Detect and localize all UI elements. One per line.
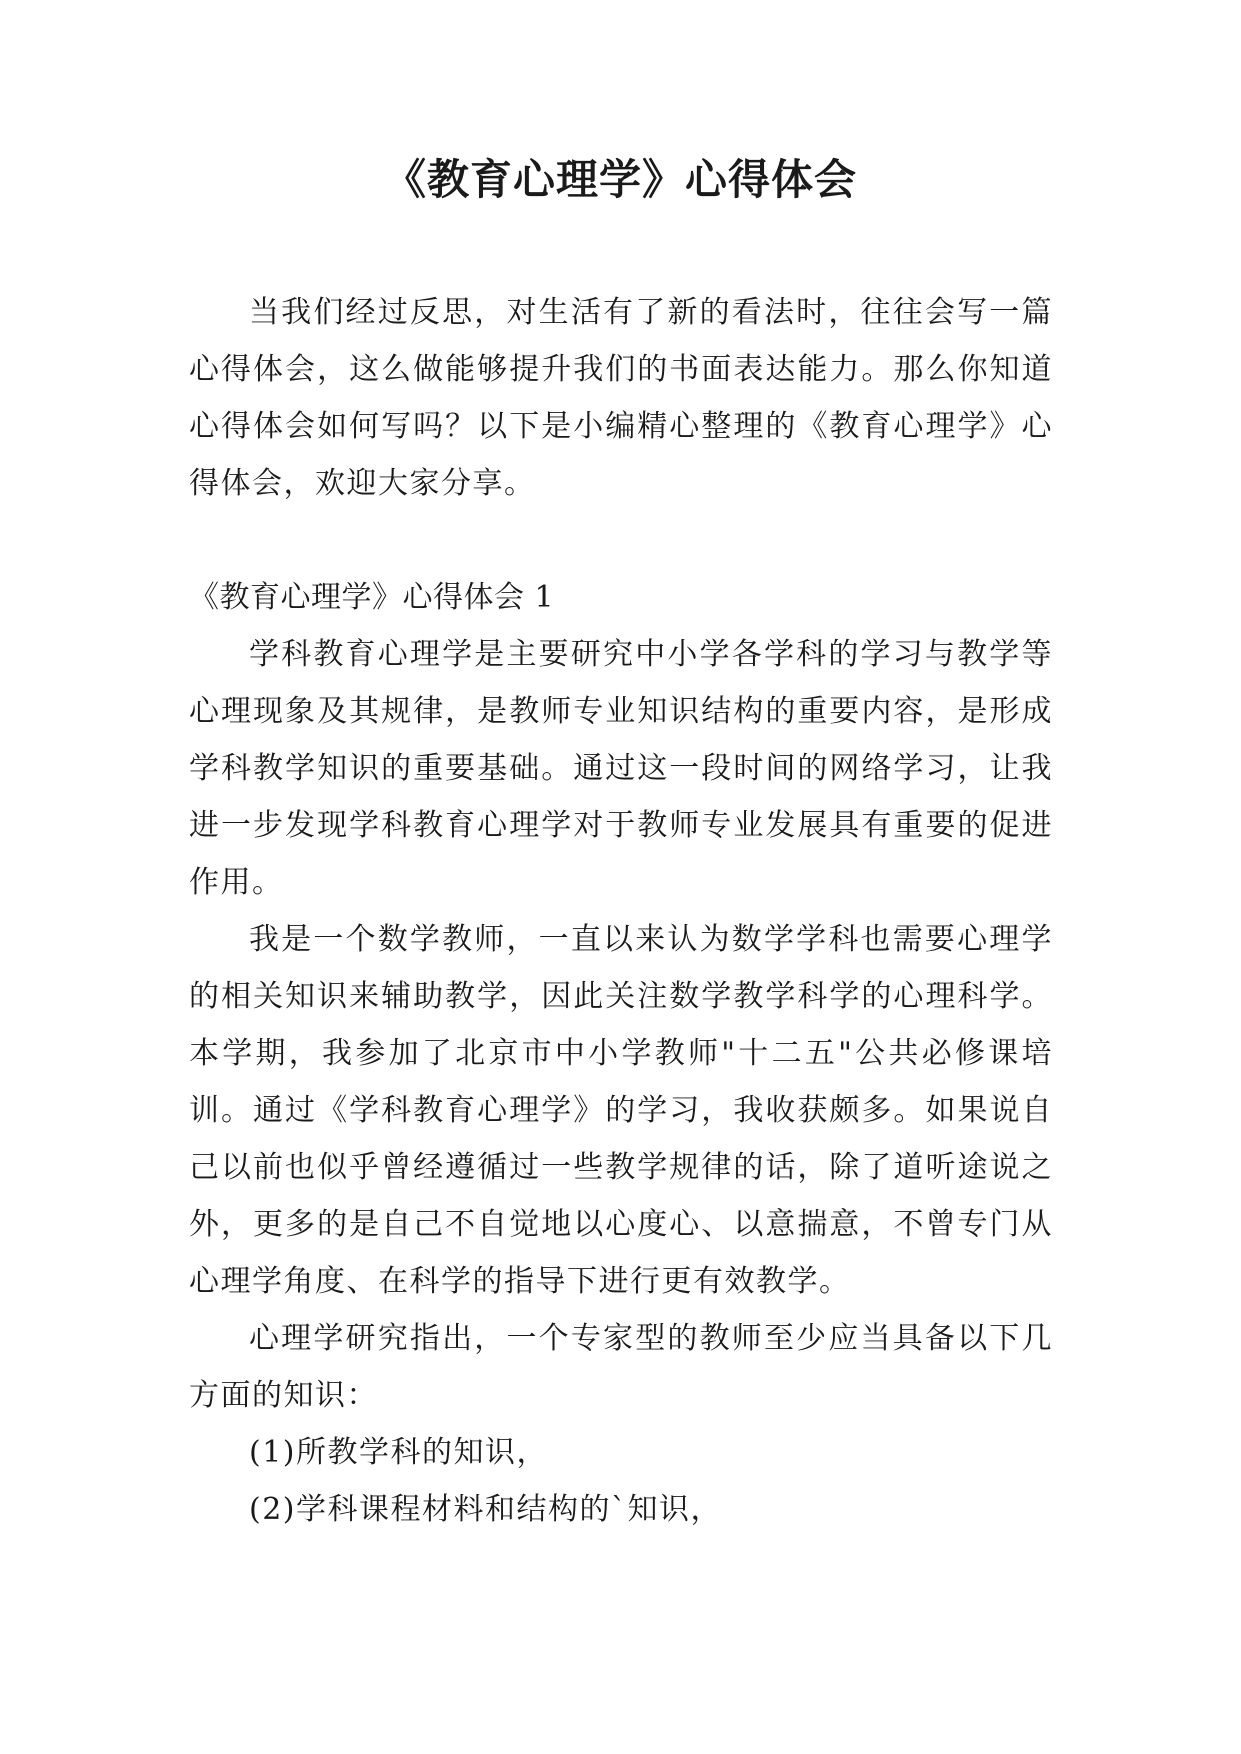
section-heading: 《教育心理学》心得体会 1: [189, 580, 555, 615]
intro-paragraph: 当我们经过反思，对生活有了新的看法时，往往会写一篇心得体会，这么做能够提升我们的书面表达能力。那么你知道心得体会如何写吗？以下是小编精心整理的《教育心理学》心得体会，欢迎大家分享。: [189, 295, 1053, 501]
body-paragraph: 我是一个数学教师，一直以来认为数学学科也需要心理学的相关知识来辅助教学，因此关注数学教学科学的心理科学。本学期，我参加了北京市中小学教师"十二五"公共必修课培训。通过《学科教育心理学》的学习，我收获颇多。如果说自己以前也似乎曾经遵循过一些教学规律的话，除了道听途说之外，更多的是自己不自觉地以心度心、以意揣意，不曾专门从心理学角度、在科学的指导下进行更有效教学。: [189, 922, 1053, 1299]
document-title: 《教育心理学》心得体会: [383, 155, 857, 204]
body-paragraph: 心理学研究指出，一个专家型的教师至少应当具备以下几方面的知识：: [189, 1321, 1053, 1413]
document-body: [189, 284, 1053, 1538]
body-paragraph: 学科教育心理学是主要研究中小学各学科的学习与教学等心理现象及其规律，是教师专业知识结构的重要内容，是形成学科教学知识的重要基础。通过这一段时间的网络学习，让我进一步发现学科教育心理学对于教师专业发展具有重要的促进作用。: [189, 637, 1053, 900]
list-item: (1)所教学科的知识，: [249, 1435, 548, 1470]
list-item: (2)学科课程材料和结构的`知识，: [249, 1492, 722, 1527]
